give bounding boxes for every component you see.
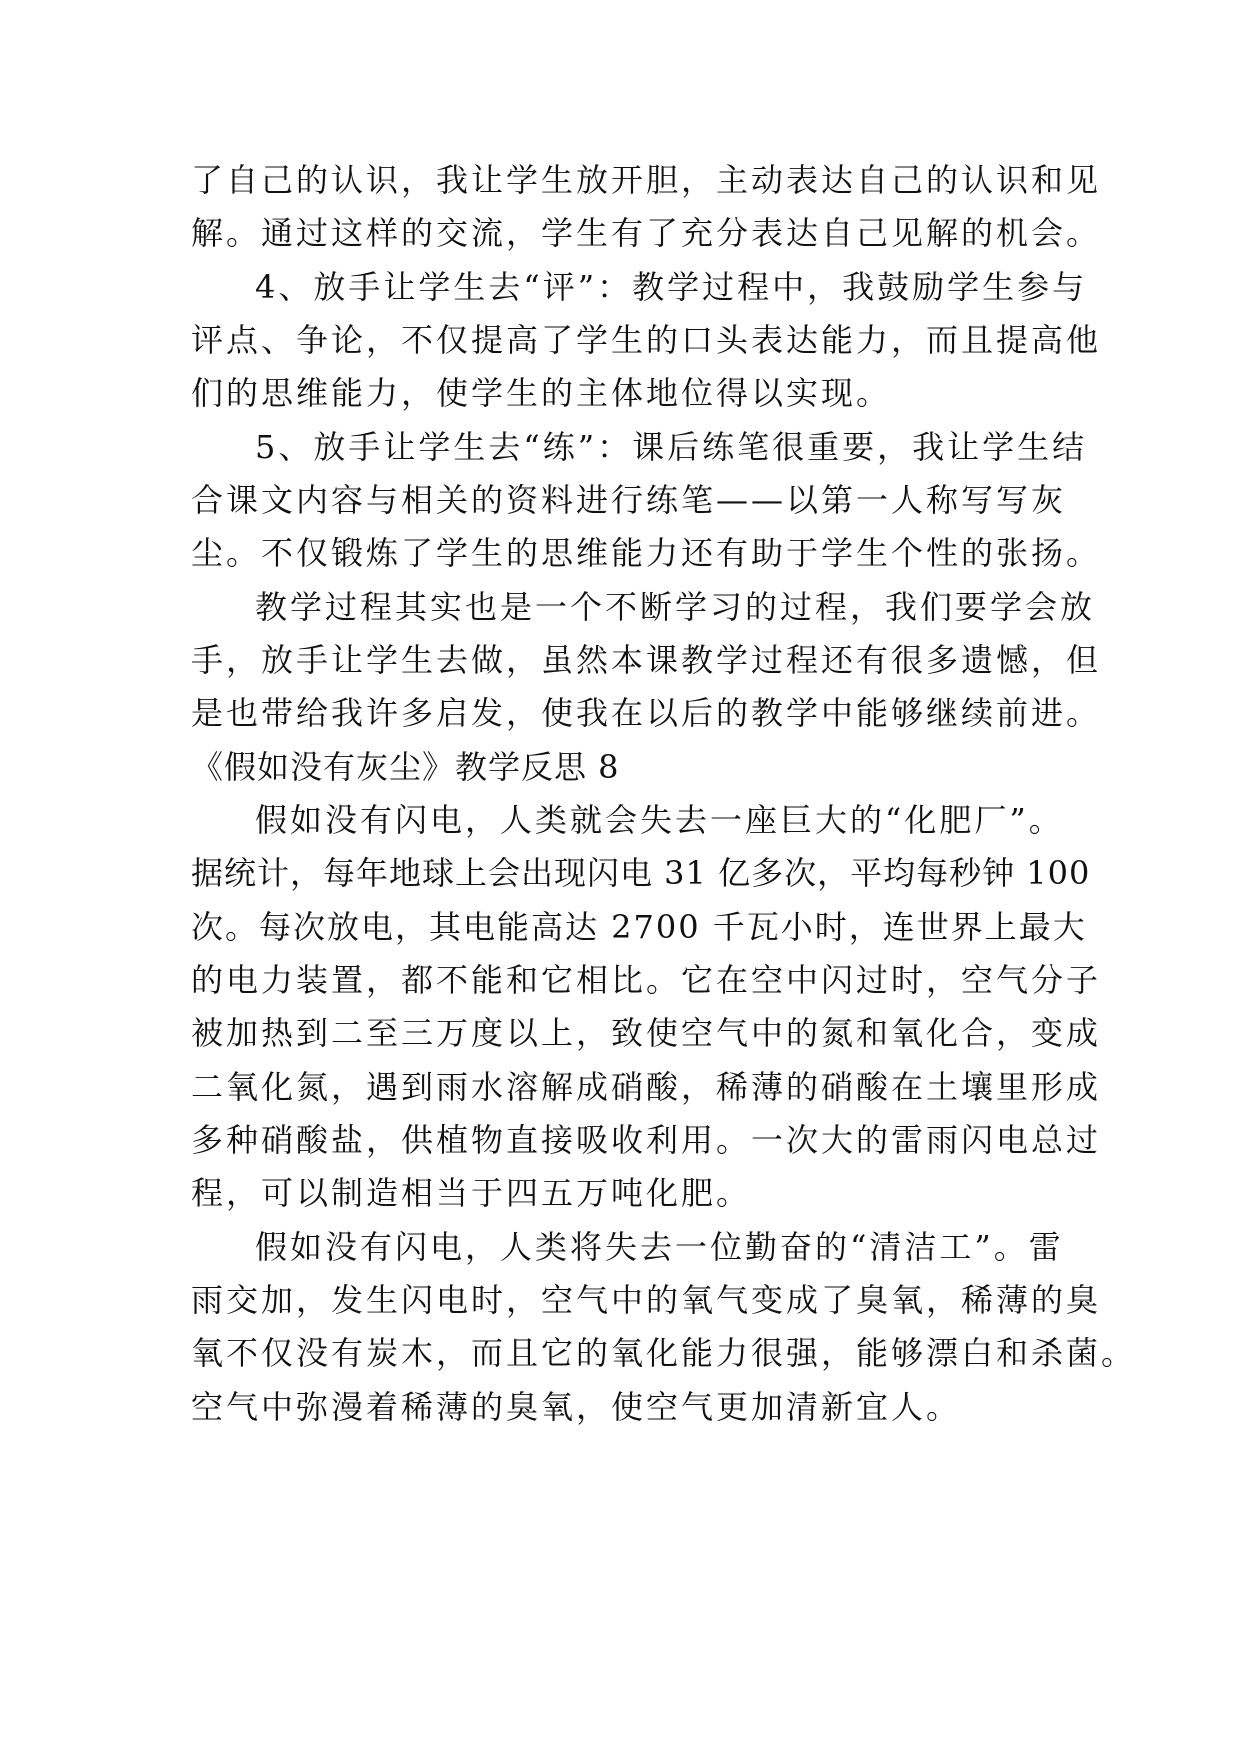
text-line: 程，可以制造相当于四五万吨化肥。 [191, 1174, 752, 1212]
text-line: 的电力装置，都不能和它相比。它在空中闪过时，空气分子 [191, 961, 1102, 999]
text-line: 二氧化氮，遇到雨水溶解成硝酸，稀薄的硝酸在土壤里形成 [191, 1068, 1102, 1106]
text-line: 们的思维能力，使学生的主体地位得以实现。 [191, 374, 892, 412]
text-line: 多种硝酸盐，供植物直接吸收利用。一次大的雷雨闪电总过 [191, 1121, 1102, 1159]
text-line: 是也带给我许多启发，使我在以后的教学中能够继续前进。 [191, 694, 1102, 732]
text-line: 雨交加，发生闪电时，空气中的氧气变成了臭氧，稀薄的臭 [191, 1281, 1102, 1319]
text-line: 次。每次放电，其电能高达 2700 千瓦小时，连世界上最大 [191, 908, 1087, 946]
section-title: 《假如没有灰尘》教学反思 8 [191, 748, 620, 786]
text-line: 被加热到二至三万度以上，致使空气中的氮和氧化合，变成 [191, 1014, 1102, 1052]
paragraph-first-line: 教学过程其实也是一个不断学习的过程，我们要学会放 [255, 588, 1096, 626]
text-line: 手，放手让学生去做，虽然本课教学过程还有很多遗憾，但 [191, 641, 1102, 679]
paragraph-first-line: 假如没有闪电，人类将失去一位勤奋的“清洁工”。雷 [255, 1228, 1064, 1266]
paragraph-first-line: 5、放手让学生去“练”：课后练笔很重要，我让学生结 [255, 428, 1088, 466]
text-line: 了自己的认识，我让学生放开胆，主动表达自己的认识和见 [191, 161, 1102, 199]
text-line: 解。通过这样的交流，学生有了充分表达自己见解的机会。 [191, 214, 1102, 252]
text-line: 评点、争论，不仅提高了学生的口头表达能力，而且提高他 [191, 321, 1102, 359]
text-line: 据统计，每年地球上会出现闪电 31 亿多次，平均每秒钟 100 [191, 854, 1091, 892]
paragraph-first-line: 假如没有闪电，人类就会失去一座巨大的“化肥厂”。 [255, 801, 1064, 839]
text-line: 氧不仅没有炭木，而且它的氧化能力很强，能够漂白和杀菌。 [191, 1334, 1137, 1372]
text-line: 尘。不仅锻炼了学生的思维能力还有助于学生个性的张扬。 [191, 534, 1102, 572]
text-line: 空气中弥漫着稀薄的臭氧，使空气更加清新宜人。 [191, 1388, 962, 1426]
paragraph-first-line: 4、放手让学生去“评”：教学过程中，我鼓励学生参与 [255, 268, 1088, 306]
text-line: 合课文内容与相关的资料进行练笔——以第一人称写写灰 [191, 481, 1067, 519]
